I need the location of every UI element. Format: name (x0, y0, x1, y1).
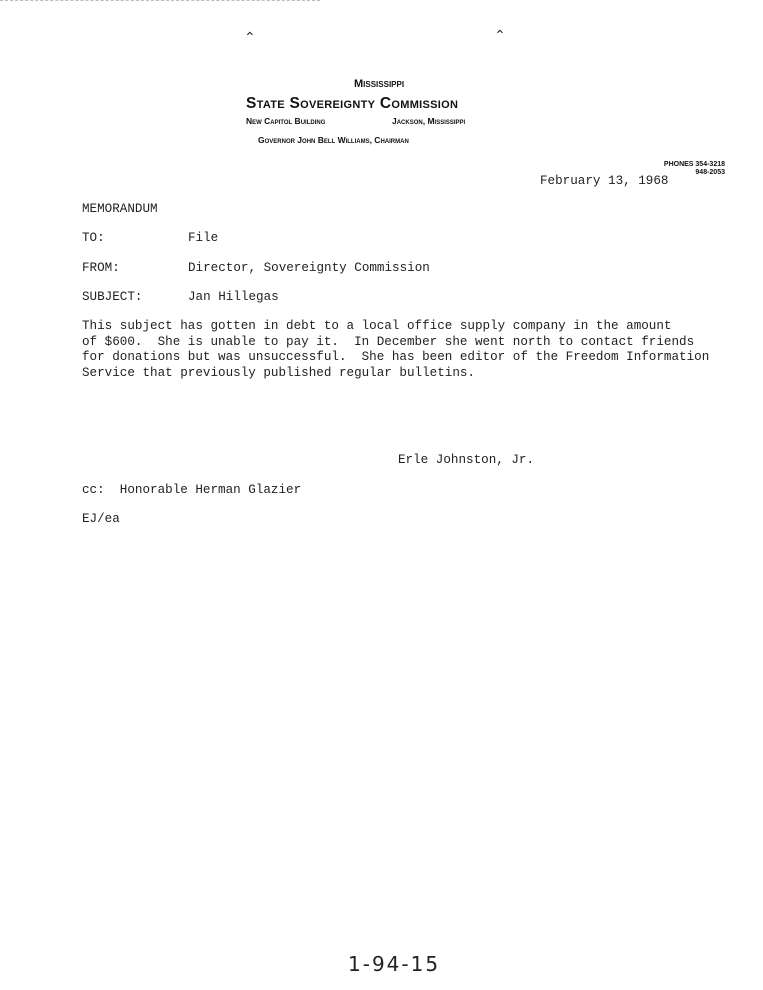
body-line: This subject has gotten in debt to a local office supply company in the amount (82, 319, 672, 333)
letterhead-phones-2: 948-2053 (695, 169, 725, 176)
signature: Erle Johnston, Jr. (398, 453, 535, 467)
letterhead-state: Mississippi (354, 78, 405, 90)
body-line: for donations but was unsuccessful. She has been editor of the Freedom Information (82, 350, 710, 364)
memo-heading: MEMORANDUM (82, 202, 158, 216)
letterhead-address-right: Jackson, Mississippi (392, 116, 466, 126)
letterhead-address-left: New Capitol Building (246, 116, 326, 126)
letterhead-agency: State Sovereignty Commission (246, 95, 459, 112)
letterhead-phones: PHONES 354-3218 (663, 161, 725, 168)
pen-mark: ⌃ (494, 29, 506, 44)
letterhead-chairman: Governor John Bell Williams, Chairman (258, 135, 409, 145)
body-line: of $600. She is unable to pay it. In December she went north to contact friends (82, 335, 695, 349)
initials: EJ/ea (82, 512, 120, 526)
from-label: FROM: (82, 261, 120, 275)
subject-label: SUBJECT: (82, 290, 143, 304)
handwritten-file-number: 1-94-15 (348, 952, 441, 976)
to-value: File (188, 231, 219, 245)
scan-border (0, 0, 320, 1)
cc-line: cc: Honorable Herman Glazier (82, 483, 302, 497)
subject-value: Jan Hillegas (188, 290, 279, 304)
pen-mark: ⌃ (244, 31, 256, 46)
memo-date: February 13, 1968 (540, 174, 669, 188)
to-label: TO: (82, 231, 105, 245)
from-value: Director, Sovereignty Commission (188, 261, 430, 275)
body-line: Service that previously published regular bulletins. (82, 366, 475, 380)
